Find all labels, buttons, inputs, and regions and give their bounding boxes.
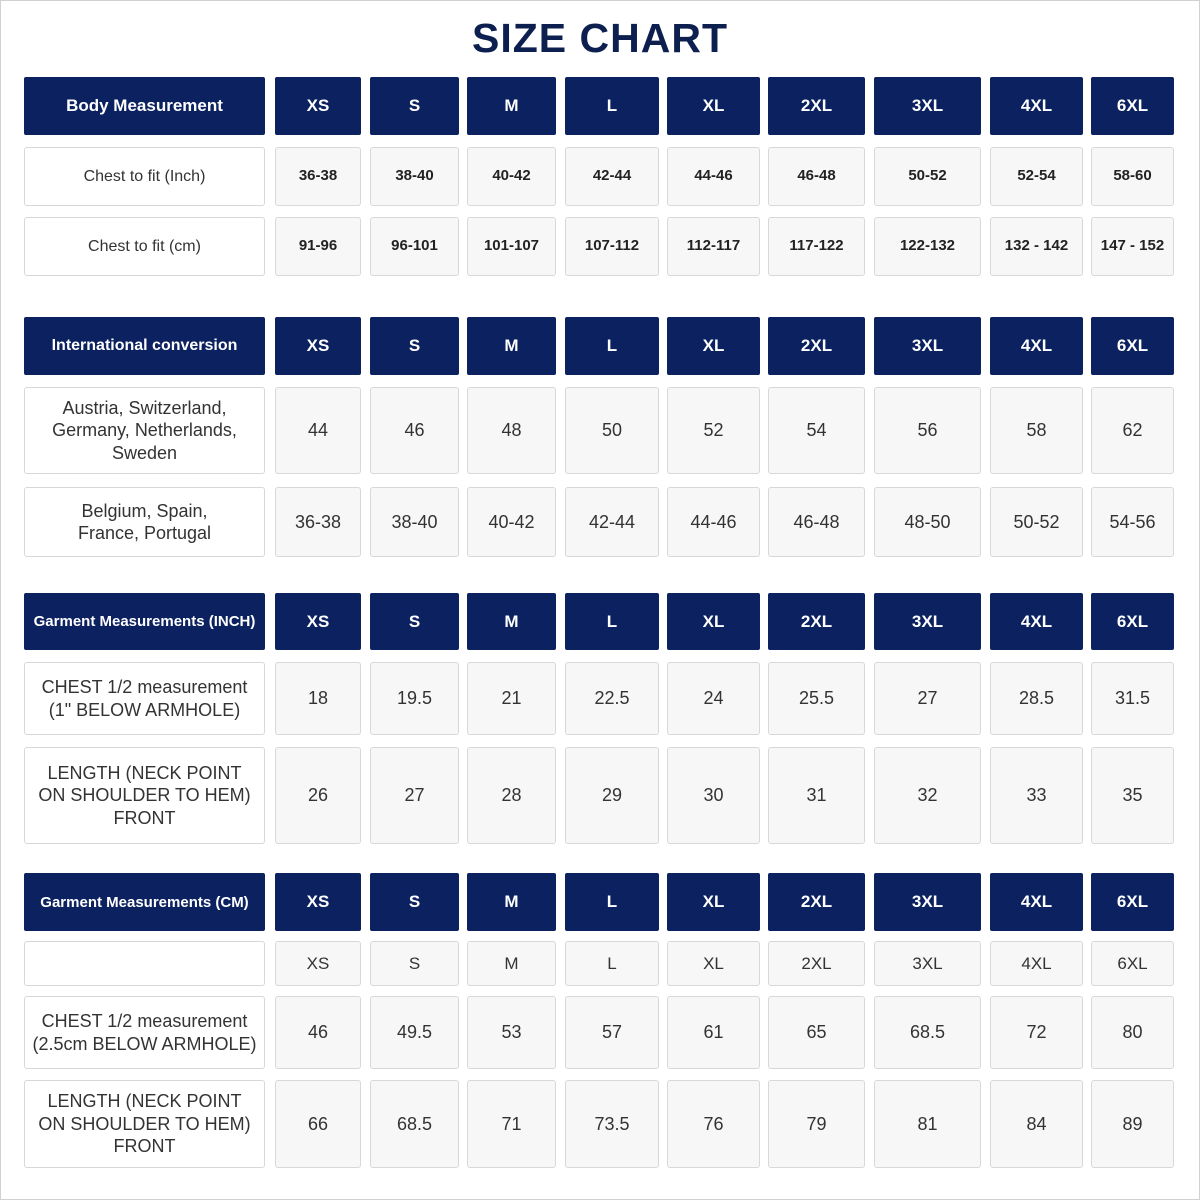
garment-inch-cell: 22.5 [565, 662, 659, 735]
body-measurement-cell: 40-42 [467, 147, 556, 206]
garment-inch-cell: 21 [467, 662, 556, 735]
international-conversion-cell: 44-46 [667, 487, 760, 557]
garment-inch-cell: 31 [768, 747, 865, 844]
garment-cm-cell: 66 [275, 1080, 361, 1168]
garment-cm-header-m: M [467, 873, 556, 931]
garment-inch-cell: 30 [667, 747, 760, 844]
garment-cm-cell: 3XL [874, 941, 981, 986]
international-conversion-cell: 36-38 [275, 487, 361, 557]
garment-inch-row-label: CHEST 1/2 measurement (1" BELOW ARMHOLE) [24, 662, 265, 735]
garment-cm-cell: 73.5 [565, 1080, 659, 1168]
garment-cm-row-label [24, 941, 265, 986]
garment-inch-header-6xl: 6XL [1091, 593, 1174, 650]
international-conversion-cell: 48-50 [874, 487, 981, 557]
garment-cm-cell: 79 [768, 1080, 865, 1168]
international-conversion-header-6xl: 6XL [1091, 317, 1174, 375]
international-conversion-row-label: Austria, Switzerland, Germany, Netherlands, Sweden [24, 387, 265, 474]
international-conversion-cell: 50 [565, 387, 659, 474]
garment-inch-cell: 19.5 [370, 662, 459, 735]
body-measurement-header-m: M [467, 77, 556, 135]
body-measurement-cell: 107-112 [565, 217, 659, 276]
body-measurement-cell: 91-96 [275, 217, 361, 276]
body-measurement-cell: 42-44 [565, 147, 659, 206]
international-conversion-header-3xl: 3XL [874, 317, 981, 375]
international-conversion-cell: 38-40 [370, 487, 459, 557]
garment-cm-row-label: LENGTH (NECK POINT ON SHOULDER TO HEM) FRONT [24, 1080, 265, 1168]
garment-cm-header-4xl: 4XL [990, 873, 1083, 931]
international-conversion-cell: 58 [990, 387, 1083, 474]
body-measurement-cell: 44-46 [667, 147, 760, 206]
body-measurement-header-xl: XL [667, 77, 760, 135]
garment-inch-cell: 29 [565, 747, 659, 844]
garment-inch-cell: 24 [667, 662, 760, 735]
body-measurement-cell: 132 - 142 [990, 217, 1083, 276]
international-conversion-cell: 50-52 [990, 487, 1083, 557]
international-conversion-cell: 46-48 [768, 487, 865, 557]
garment-cm-cell: 68.5 [874, 996, 981, 1069]
garment-inch-header-2xl: 2XL [768, 593, 865, 650]
garment-inch-header-3xl: 3XL [874, 593, 981, 650]
garment-inch-cell: 31.5 [1091, 662, 1174, 735]
garment-cm-cell: 4XL [990, 941, 1083, 986]
garment-cm-header-6xl: 6XL [1091, 873, 1174, 931]
garment-cm-cell: 49.5 [370, 996, 459, 1069]
garment-inch-cell: 32 [874, 747, 981, 844]
international-conversion-header-xs: XS [275, 317, 361, 375]
garment-cm-cell: 2XL [768, 941, 865, 986]
garment-cm-header-3xl: 3XL [874, 873, 981, 931]
international-conversion-header-l: L [565, 317, 659, 375]
garment-inch-cell: 25.5 [768, 662, 865, 735]
garment-inch-cell: 35 [1091, 747, 1174, 844]
garment-inch-cell: 28 [467, 747, 556, 844]
garment-inch-cell: 26 [275, 747, 361, 844]
garment-inch-header-l: L [565, 593, 659, 650]
body-measurement-header-3xl: 3XL [874, 77, 981, 135]
body-measurement-header-xs: XS [275, 77, 361, 135]
garment-cm-header-s: S [370, 873, 459, 931]
body-measurement-cell: 46-48 [768, 147, 865, 206]
garment-cm-row-label: CHEST 1/2 measurement (2.5cm BELOW ARMHOLE) [24, 996, 265, 1069]
garment-cm-cell: L [565, 941, 659, 986]
international-conversion-header-label: International conversion [24, 317, 265, 375]
international-conversion-header-xl: XL [667, 317, 760, 375]
garment-inch-header-xs: XS [275, 593, 361, 650]
garment-cm-cell: 6XL [1091, 941, 1174, 986]
garment-inch-header-label: Garment Measurements (INCH) [24, 593, 265, 650]
garment-cm-cell: XS [275, 941, 361, 986]
international-conversion-cell: 52 [667, 387, 760, 474]
international-conversion-cell: 40-42 [467, 487, 556, 557]
garment-cm-header-xl: XL [667, 873, 760, 931]
body-measurement-cell: 58-60 [1091, 147, 1174, 206]
body-measurement-cell: 112-117 [667, 217, 760, 276]
garment-inch-header-s: S [370, 593, 459, 650]
garment-cm-cell: 53 [467, 996, 556, 1069]
garment-cm-cell: 89 [1091, 1080, 1174, 1168]
garment-cm-header-l: L [565, 873, 659, 931]
garment-cm-cell: 81 [874, 1080, 981, 1168]
international-conversion-cell: 44 [275, 387, 361, 474]
body-measurement-header-l: L [565, 77, 659, 135]
garment-cm-cell: 57 [565, 996, 659, 1069]
international-conversion-cell: 62 [1091, 387, 1174, 474]
garment-cm-cell: 68.5 [370, 1080, 459, 1168]
body-measurement-cell: 117-122 [768, 217, 865, 276]
body-measurement-cell: 101-107 [467, 217, 556, 276]
body-measurement-cell: 52-54 [990, 147, 1083, 206]
body-measurement-cell: 122-132 [874, 217, 981, 276]
body-measurement-cell: 50-52 [874, 147, 981, 206]
international-conversion-cell: 56 [874, 387, 981, 474]
international-conversion-header-2xl: 2XL [768, 317, 865, 375]
international-conversion-cell: 54 [768, 387, 865, 474]
international-conversion-header-m: M [467, 317, 556, 375]
body-measurement-header-s: S [370, 77, 459, 135]
garment-inch-cell: 33 [990, 747, 1083, 844]
body-measurement-header-6xl: 6XL [1091, 77, 1174, 135]
body-measurement-header-label: Body Measurement [24, 77, 265, 135]
body-measurement-header-2xl: 2XL [768, 77, 865, 135]
garment-inch-row-label: LENGTH (NECK POINT ON SHOULDER TO HEM) FRONT [24, 747, 265, 844]
body-measurement-row-label: Chest to fit (cm) [24, 217, 265, 276]
body-measurement-cell: 96-101 [370, 217, 459, 276]
garment-cm-header-label: Garment Measurements (CM) [24, 873, 265, 931]
garment-cm-cell: 46 [275, 996, 361, 1069]
international-conversion-cell: 54-56 [1091, 487, 1174, 557]
international-conversion-cell: 46 [370, 387, 459, 474]
garment-cm-header-2xl: 2XL [768, 873, 865, 931]
garment-inch-header-m: M [467, 593, 556, 650]
garment-cm-cell: 84 [990, 1080, 1083, 1168]
garment-cm-cell: 80 [1091, 996, 1174, 1069]
garment-cm-cell: XL [667, 941, 760, 986]
page-title: SIZE CHART [472, 15, 728, 61]
garment-cm-cell: S [370, 941, 459, 986]
garment-cm-cell: 71 [467, 1080, 556, 1168]
international-conversion-header-s: S [370, 317, 459, 375]
garment-inch-header-xl: XL [667, 593, 760, 650]
garment-cm-cell: 65 [768, 996, 865, 1069]
garment-cm-cell: 72 [990, 996, 1083, 1069]
garment-cm-cell: 61 [667, 996, 760, 1069]
international-conversion-row-label: Belgium, Spain, France, Portugal [24, 487, 265, 557]
international-conversion-cell: 42-44 [565, 487, 659, 557]
garment-cm-header-xs: XS [275, 873, 361, 931]
international-conversion-header-4xl: 4XL [990, 317, 1083, 375]
body-measurement-cell: 38-40 [370, 147, 459, 206]
garment-inch-header-4xl: 4XL [990, 593, 1083, 650]
body-measurement-row-label: Chest to fit (Inch) [24, 147, 265, 206]
garment-inch-cell: 18 [275, 662, 361, 735]
body-measurement-cell: 147 - 152 [1091, 217, 1174, 276]
garment-inch-cell: 27 [370, 747, 459, 844]
body-measurement-cell: 36-38 [275, 147, 361, 206]
garment-cm-cell: 76 [667, 1080, 760, 1168]
body-measurement-header-4xl: 4XL [990, 77, 1083, 135]
garment-inch-cell: 27 [874, 662, 981, 735]
international-conversion-cell: 48 [467, 387, 556, 474]
garment-inch-cell: 28.5 [990, 662, 1083, 735]
garment-cm-cell: M [467, 941, 556, 986]
